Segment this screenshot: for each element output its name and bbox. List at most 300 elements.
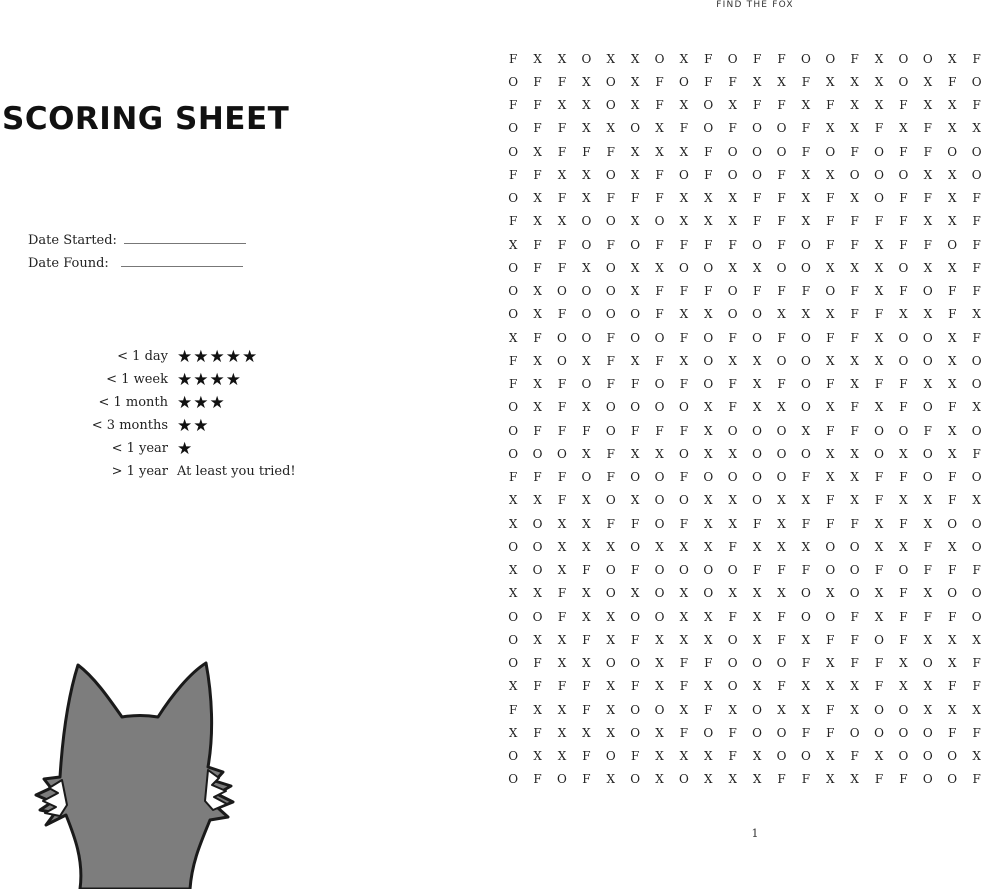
grid-letter[interactable]: X xyxy=(606,702,616,717)
grid-letter[interactable]: O xyxy=(776,260,787,275)
grid-letter[interactable]: F xyxy=(850,516,859,531)
grid-letter[interactable]: X xyxy=(923,214,933,229)
grid-letter[interactable]: O xyxy=(825,144,836,159)
grid-letter[interactable]: F xyxy=(582,772,591,787)
grid-letter[interactable]: O xyxy=(581,330,592,345)
grid-letter[interactable]: X xyxy=(850,679,859,694)
grid-letter[interactable]: X xyxy=(874,98,884,113)
grid-letter[interactable]: F xyxy=(777,330,786,345)
grid-letter[interactable]: X xyxy=(655,749,664,764)
grid-letter[interactable]: O xyxy=(508,749,519,764)
grid-letter[interactable]: X xyxy=(777,586,786,601)
grid-letter[interactable]: X xyxy=(947,423,957,438)
grid-letter[interactable]: X xyxy=(850,470,859,485)
grid-letter[interactable]: X xyxy=(630,284,640,299)
grid-letter[interactable]: O xyxy=(971,167,982,182)
grid-letter[interactable]: X xyxy=(679,214,689,229)
grid-letter[interactable]: O xyxy=(605,214,616,229)
grid-letter[interactable]: F xyxy=(533,121,542,136)
grid-letter[interactable]: O xyxy=(971,516,982,531)
grid-letter[interactable]: X xyxy=(582,725,591,740)
grid-letter[interactable]: F xyxy=(630,423,640,438)
grid-letter[interactable]: X xyxy=(655,121,664,136)
grid-letter[interactable]: F xyxy=(850,51,859,66)
grid-letter[interactable]: F xyxy=(533,470,542,485)
grid-letter[interactable]: X xyxy=(728,191,737,206)
grid-letter[interactable]: X xyxy=(850,377,859,392)
grid-letter[interactable]: O xyxy=(605,749,616,764)
grid-letter[interactable]: O xyxy=(508,632,519,647)
grid-letter[interactable]: O xyxy=(971,377,982,392)
grid-letter[interactable]: O xyxy=(679,74,689,89)
grid-letter[interactable]: X xyxy=(947,353,957,368)
grid-letter[interactable]: X xyxy=(533,214,542,229)
grid-letter[interactable]: X xyxy=(752,260,762,275)
grid-letter[interactable]: X xyxy=(752,353,762,368)
grid-letter[interactable]: F xyxy=(948,74,957,89)
grid-letter[interactable]: X xyxy=(533,307,542,322)
grid-letter[interactable]: X xyxy=(850,191,859,206)
grid-letter[interactable]: O xyxy=(947,586,958,601)
grid-letter[interactable]: O xyxy=(679,260,689,275)
grid-letter[interactable]: F xyxy=(948,679,957,694)
grid-letter[interactable]: F xyxy=(826,330,835,345)
grid-letter[interactable]: O xyxy=(727,307,738,322)
grid-letter[interactable]: O xyxy=(898,725,909,740)
grid-letter[interactable]: F xyxy=(557,237,567,252)
grid-letter[interactable]: X xyxy=(801,632,811,647)
grid-letter[interactable]: F xyxy=(850,330,859,345)
grid-letter[interactable]: O xyxy=(776,121,787,136)
grid-letter[interactable]: F xyxy=(582,144,591,159)
grid-letter[interactable]: F xyxy=(630,632,640,647)
grid-letter[interactable]: O xyxy=(581,214,592,229)
grid-letter[interactable]: F xyxy=(606,516,615,531)
grid-letter[interactable]: X xyxy=(582,191,591,206)
grid-letter[interactable]: O xyxy=(800,749,811,764)
grid-letter[interactable]: X xyxy=(728,260,737,275)
grid-letter[interactable]: O xyxy=(849,539,860,554)
grid-letter[interactable]: O xyxy=(654,330,665,345)
grid-letter[interactable]: O xyxy=(654,586,665,601)
grid-letter[interactable]: O xyxy=(727,167,738,182)
grid-letter[interactable]: X xyxy=(557,563,567,578)
grid-letter[interactable]: F xyxy=(972,237,981,252)
grid-letter[interactable]: F xyxy=(899,237,908,252)
grid-letter[interactable]: F xyxy=(899,609,908,624)
grid-letter[interactable]: X xyxy=(557,749,567,764)
grid-letter[interactable]: X xyxy=(874,516,884,531)
grid-letter[interactable]: O xyxy=(874,702,884,717)
grid-letter[interactable]: F xyxy=(923,563,932,578)
grid-letter[interactable]: O xyxy=(752,470,763,485)
grid-letter[interactable]: X xyxy=(826,167,835,182)
grid-letter[interactable]: X xyxy=(655,725,664,740)
grid-letter[interactable]: X xyxy=(582,167,591,182)
grid-letter[interactable]: O xyxy=(776,423,787,438)
grid-letter[interactable]: F xyxy=(557,679,567,694)
grid-letter[interactable]: O xyxy=(752,144,763,159)
grid-letter[interactable]: X xyxy=(826,121,835,136)
grid-letter[interactable]: F xyxy=(972,191,981,206)
grid-letter[interactable]: F xyxy=(923,191,932,206)
grid-letter[interactable]: O xyxy=(630,539,641,554)
grid-letter[interactable]: X xyxy=(752,377,762,392)
grid-letter[interactable]: X xyxy=(801,307,811,322)
grid-letter[interactable]: F xyxy=(826,377,835,392)
grid-letter[interactable]: O xyxy=(922,284,933,299)
grid-letter[interactable]: F xyxy=(557,74,567,89)
grid-letter[interactable]: X xyxy=(582,74,591,89)
grid-letter[interactable]: O xyxy=(654,609,665,624)
grid-letter[interactable]: F xyxy=(509,51,518,66)
grid-letter[interactable]: X xyxy=(801,493,811,508)
grid-letter[interactable]: X xyxy=(826,307,835,322)
grid-letter[interactable]: X xyxy=(874,539,884,554)
grid-letter[interactable]: O xyxy=(874,144,884,159)
grid-letter[interactable]: X xyxy=(923,307,933,322)
grid-letter[interactable]: X xyxy=(947,260,957,275)
grid-letter[interactable]: F xyxy=(948,725,957,740)
grid-letter[interactable]: F xyxy=(557,144,567,159)
grid-letter[interactable]: O xyxy=(703,353,714,368)
grid-letter[interactable]: O xyxy=(825,539,836,554)
grid-letter[interactable]: F xyxy=(850,307,859,322)
grid-letter[interactable]: X xyxy=(874,609,884,624)
grid-letter[interactable]: X xyxy=(801,679,811,694)
grid-letter[interactable]: X xyxy=(752,586,762,601)
grid-letter[interactable]: X xyxy=(704,772,713,787)
grid-letter[interactable]: O xyxy=(630,121,641,136)
grid-letter[interactable]: X xyxy=(582,609,591,624)
grid-letter[interactable]: O xyxy=(922,51,933,66)
grid-letter[interactable]: X xyxy=(557,725,567,740)
grid-letter[interactable]: O xyxy=(776,446,787,461)
grid-letter[interactable]: X xyxy=(606,772,616,787)
grid-letter[interactable]: O xyxy=(630,702,641,717)
grid-letter[interactable]: X xyxy=(728,586,737,601)
grid-letter[interactable]: F xyxy=(972,656,981,671)
grid-letter[interactable]: X xyxy=(728,702,737,717)
grid-letter[interactable]: X xyxy=(508,237,518,252)
grid-letter[interactable]: X xyxy=(850,260,859,275)
grid-letter[interactable]: F xyxy=(850,214,859,229)
grid-letter[interactable]: O xyxy=(947,237,958,252)
grid-letter[interactable]: X xyxy=(728,516,737,531)
grid-letter[interactable]: F xyxy=(948,284,957,299)
grid-letter[interactable]: X xyxy=(947,330,957,345)
grid-letter[interactable]: X xyxy=(630,214,640,229)
grid-letter[interactable]: X xyxy=(704,493,713,508)
grid-letter[interactable]: X xyxy=(728,98,737,113)
grid-letter[interactable]: X xyxy=(874,74,884,89)
grid-letter[interactable]: F xyxy=(972,284,981,299)
grid-letter[interactable]: F xyxy=(533,167,542,182)
grid-letter[interactable]: O xyxy=(752,702,763,717)
grid-letter[interactable]: F xyxy=(972,679,981,694)
grid-letter[interactable]: X xyxy=(533,400,542,415)
grid-letter[interactable]: O xyxy=(508,772,519,787)
grid-letter[interactable]: F xyxy=(557,609,567,624)
grid-letter[interactable]: F xyxy=(874,307,884,322)
grid-letter[interactable]: X xyxy=(533,632,542,647)
grid-letter[interactable]: O xyxy=(898,702,909,717)
grid-letter[interactable]: F xyxy=(557,470,567,485)
grid-letter[interactable]: F xyxy=(704,284,713,299)
grid-letter[interactable]: X xyxy=(728,214,737,229)
grid-letter[interactable]: O xyxy=(947,516,958,531)
grid-letter[interactable]: X xyxy=(582,539,591,554)
grid-letter[interactable]: F xyxy=(826,214,835,229)
grid-letter[interactable]: X xyxy=(728,446,737,461)
grid-letter[interactable]: F xyxy=(509,470,518,485)
grid-letter[interactable]: F xyxy=(777,98,786,113)
grid-letter[interactable]: X xyxy=(850,74,859,89)
grid-letter[interactable]: F xyxy=(801,772,811,787)
grid-letter[interactable]: O xyxy=(508,539,519,554)
date-started-line[interactable] xyxy=(124,242,246,244)
grid-letter[interactable]: O xyxy=(703,586,714,601)
grid-letter[interactable]: X xyxy=(899,656,908,671)
grid-letter[interactable]: O xyxy=(727,470,738,485)
grid-letter[interactable]: O xyxy=(776,470,787,485)
grid-letter[interactable]: O xyxy=(630,772,641,787)
grid-letter[interactable]: F xyxy=(801,656,811,671)
grid-letter[interactable]: X xyxy=(704,191,713,206)
grid-letter[interactable]: O xyxy=(752,330,763,345)
grid-letter[interactable]: X xyxy=(508,679,518,694)
grid-letter[interactable]: O xyxy=(605,74,616,89)
grid-letter[interactable]: F xyxy=(704,51,713,66)
grid-letter[interactable]: X xyxy=(850,446,859,461)
grid-letter[interactable]: X xyxy=(947,539,957,554)
grid-letter[interactable]: O xyxy=(874,191,884,206)
grid-letter[interactable]: F xyxy=(874,656,884,671)
grid-letter[interactable]: O xyxy=(654,493,665,508)
grid-letter[interactable]: O xyxy=(922,353,933,368)
grid-letter[interactable]: X xyxy=(679,191,689,206)
grid-letter[interactable]: X xyxy=(679,586,689,601)
grid-letter[interactable]: F xyxy=(679,516,689,531)
grid-letter[interactable]: X xyxy=(508,563,518,578)
grid-letter[interactable]: F xyxy=(972,563,981,578)
grid-letter[interactable]: F xyxy=(899,144,908,159)
grid-letter[interactable]: O xyxy=(776,353,787,368)
grid-letter[interactable]: O xyxy=(800,51,811,66)
grid-letter[interactable]: O xyxy=(679,563,689,578)
grid-letter[interactable]: F xyxy=(801,725,811,740)
grid-letter[interactable]: X xyxy=(801,423,811,438)
grid-letter[interactable]: X xyxy=(899,307,908,322)
grid-letter[interactable]: F xyxy=(630,191,640,206)
grid-letter[interactable]: X xyxy=(655,539,664,554)
grid-letter[interactable]: O xyxy=(874,446,884,461)
grid-letter[interactable]: F xyxy=(874,772,884,787)
grid-letter[interactable]: F xyxy=(801,74,811,89)
grid-letter[interactable]: X xyxy=(947,51,957,66)
grid-letter[interactable]: X xyxy=(947,632,957,647)
grid-letter[interactable]: X xyxy=(582,493,591,508)
grid-letter[interactable]: X xyxy=(557,98,567,113)
grid-letter[interactable]: F xyxy=(679,470,689,485)
grid-letter[interactable]: O xyxy=(752,656,763,671)
grid-letter[interactable]: X xyxy=(508,493,518,508)
grid-letter[interactable]: F xyxy=(557,586,567,601)
grid-letter[interactable]: X xyxy=(533,702,542,717)
grid-letter[interactable]: X xyxy=(899,679,908,694)
grid-letter[interactable]: O xyxy=(630,400,641,415)
grid-letter[interactable]: X xyxy=(752,539,762,554)
grid-letter[interactable]: O xyxy=(947,749,958,764)
grid-letter[interactable]: X xyxy=(899,539,908,554)
grid-letter[interactable]: X xyxy=(679,307,689,322)
grid-letter[interactable]: X xyxy=(801,98,811,113)
grid-letter[interactable]: X xyxy=(923,74,933,89)
grid-letter[interactable]: X xyxy=(679,702,689,717)
grid-letter[interactable]: O xyxy=(922,749,933,764)
grid-letter[interactable]: F xyxy=(777,632,786,647)
grid-letter[interactable]: O xyxy=(752,423,763,438)
grid-letter[interactable]: O xyxy=(874,725,884,740)
grid-letter[interactable]: O xyxy=(776,749,787,764)
grid-letter[interactable]: X xyxy=(801,539,811,554)
grid-letter[interactable]: O xyxy=(752,167,763,182)
grid-letter[interactable]: F xyxy=(509,167,518,182)
grid-letter[interactable]: X xyxy=(728,772,737,787)
date-found-line[interactable] xyxy=(121,265,243,267)
grid-letter[interactable]: O xyxy=(508,656,519,671)
grid-letter[interactable]: O xyxy=(508,260,519,275)
grid-letter[interactable]: O xyxy=(800,377,811,392)
grid-letter[interactable]: F xyxy=(777,167,786,182)
grid-letter[interactable]: O xyxy=(581,377,592,392)
grid-letter[interactable]: O xyxy=(752,493,763,508)
grid-letter[interactable]: F xyxy=(655,307,664,322)
grid-letter[interactable]: F xyxy=(923,609,932,624)
grid-letter[interactable]: X xyxy=(947,377,957,392)
grid-letter[interactable]: X xyxy=(679,353,689,368)
grid-letter[interactable]: X xyxy=(533,586,542,601)
grid-letter[interactable]: O xyxy=(752,725,763,740)
grid-letter[interactable]: X xyxy=(801,702,811,717)
grid-letter[interactable]: F xyxy=(899,214,908,229)
grid-letter[interactable]: O xyxy=(727,632,738,647)
grid-letter[interactable]: F xyxy=(704,167,713,182)
grid-letter[interactable]: O xyxy=(508,284,519,299)
grid-letter[interactable]: F xyxy=(874,121,884,136)
grid-letter[interactable]: F xyxy=(826,725,835,740)
grid-letter[interactable]: O xyxy=(922,400,933,415)
grid-letter[interactable]: X xyxy=(704,749,713,764)
grid-letter[interactable]: F xyxy=(899,191,908,206)
grid-letter[interactable]: F xyxy=(509,353,518,368)
grid-letter[interactable]: F xyxy=(606,353,615,368)
grid-letter[interactable]: F xyxy=(923,423,932,438)
grid-letter[interactable]: X xyxy=(704,632,713,647)
grid-letter[interactable]: O xyxy=(971,470,982,485)
grid-letter[interactable]: X xyxy=(947,214,957,229)
grid-letter[interactable]: O xyxy=(605,586,616,601)
grid-letter[interactable]: F xyxy=(801,144,811,159)
grid-letter[interactable]: X xyxy=(947,656,957,671)
grid-letter[interactable]: X xyxy=(679,749,689,764)
grid-letter[interactable]: F xyxy=(679,330,689,345)
grid-letter[interactable]: X xyxy=(972,121,981,136)
grid-letter[interactable]: F xyxy=(923,121,932,136)
grid-letter[interactable]: X xyxy=(972,702,981,717)
grid-letter[interactable]: F xyxy=(850,656,859,671)
grid-letter[interactable]: X xyxy=(508,516,518,531)
grid-letter[interactable]: O xyxy=(776,725,787,740)
grid-letter[interactable]: X xyxy=(582,400,591,415)
grid-letter[interactable]: F xyxy=(972,330,981,345)
grid-letter[interactable]: X xyxy=(704,446,713,461)
grid-letter[interactable]: O xyxy=(605,307,616,322)
grid-letter[interactable]: O xyxy=(508,423,519,438)
grid-letter[interactable]: F xyxy=(557,191,567,206)
grid-letter[interactable]: X xyxy=(801,191,811,206)
grid-letter[interactable]: O xyxy=(557,353,567,368)
grid-letter[interactable]: F xyxy=(533,74,542,89)
grid-letter[interactable]: O xyxy=(800,353,811,368)
grid-letter[interactable]: O xyxy=(630,307,641,322)
grid-letter[interactable]: X xyxy=(655,632,664,647)
grid-letter[interactable]: X xyxy=(826,749,835,764)
grid-letter[interactable]: F xyxy=(752,98,762,113)
grid-letter[interactable]: F xyxy=(704,144,713,159)
grid-letter[interactable]: X xyxy=(874,260,884,275)
grid-letter[interactable]: O xyxy=(703,98,714,113)
grid-letter[interactable]: O xyxy=(800,446,811,461)
grid-letter[interactable]: O xyxy=(752,121,763,136)
grid-letter[interactable]: F xyxy=(972,260,981,275)
grid-letter[interactable]: X xyxy=(923,260,933,275)
grid-letter[interactable]: O xyxy=(898,167,909,182)
grid-letter[interactable]: X xyxy=(850,121,859,136)
grid-letter[interactable]: O xyxy=(849,725,860,740)
grid-letter[interactable]: F xyxy=(606,377,615,392)
grid-letter[interactable]: F xyxy=(777,191,786,206)
grid-letter[interactable]: F xyxy=(679,237,689,252)
grid-letter[interactable]: F xyxy=(655,237,664,252)
grid-letter[interactable]: F xyxy=(728,377,737,392)
grid-letter[interactable]: F xyxy=(777,284,786,299)
grid-letter[interactable]: O xyxy=(605,400,616,415)
grid-letter[interactable]: O xyxy=(971,353,982,368)
grid-letter[interactable]: F xyxy=(606,470,615,485)
grid-letter[interactable]: X xyxy=(826,353,835,368)
grid-letter[interactable]: F xyxy=(582,632,591,647)
grid-letter[interactable]: F xyxy=(899,98,908,113)
grid-letter[interactable]: X xyxy=(533,144,542,159)
grid-letter[interactable]: O xyxy=(630,609,641,624)
grid-letter[interactable]: O xyxy=(557,284,567,299)
grid-letter[interactable]: O xyxy=(922,725,933,740)
grid-letter[interactable]: F xyxy=(850,400,859,415)
grid-letter[interactable]: F xyxy=(557,121,567,136)
grid-letter[interactable]: F xyxy=(801,470,811,485)
grid-letter[interactable]: X xyxy=(533,377,542,392)
grid-letter[interactable]: X xyxy=(874,330,884,345)
grid-letter[interactable]: F xyxy=(826,632,835,647)
grid-letter[interactable]: X xyxy=(923,702,933,717)
grid-letter[interactable]: O xyxy=(581,237,592,252)
grid-letter[interactable]: X xyxy=(704,214,713,229)
grid-letter[interactable]: F xyxy=(704,237,713,252)
grid-letter[interactable]: F xyxy=(972,214,981,229)
grid-letter[interactable]: F xyxy=(923,144,932,159)
grid-letter[interactable]: X xyxy=(826,400,835,415)
